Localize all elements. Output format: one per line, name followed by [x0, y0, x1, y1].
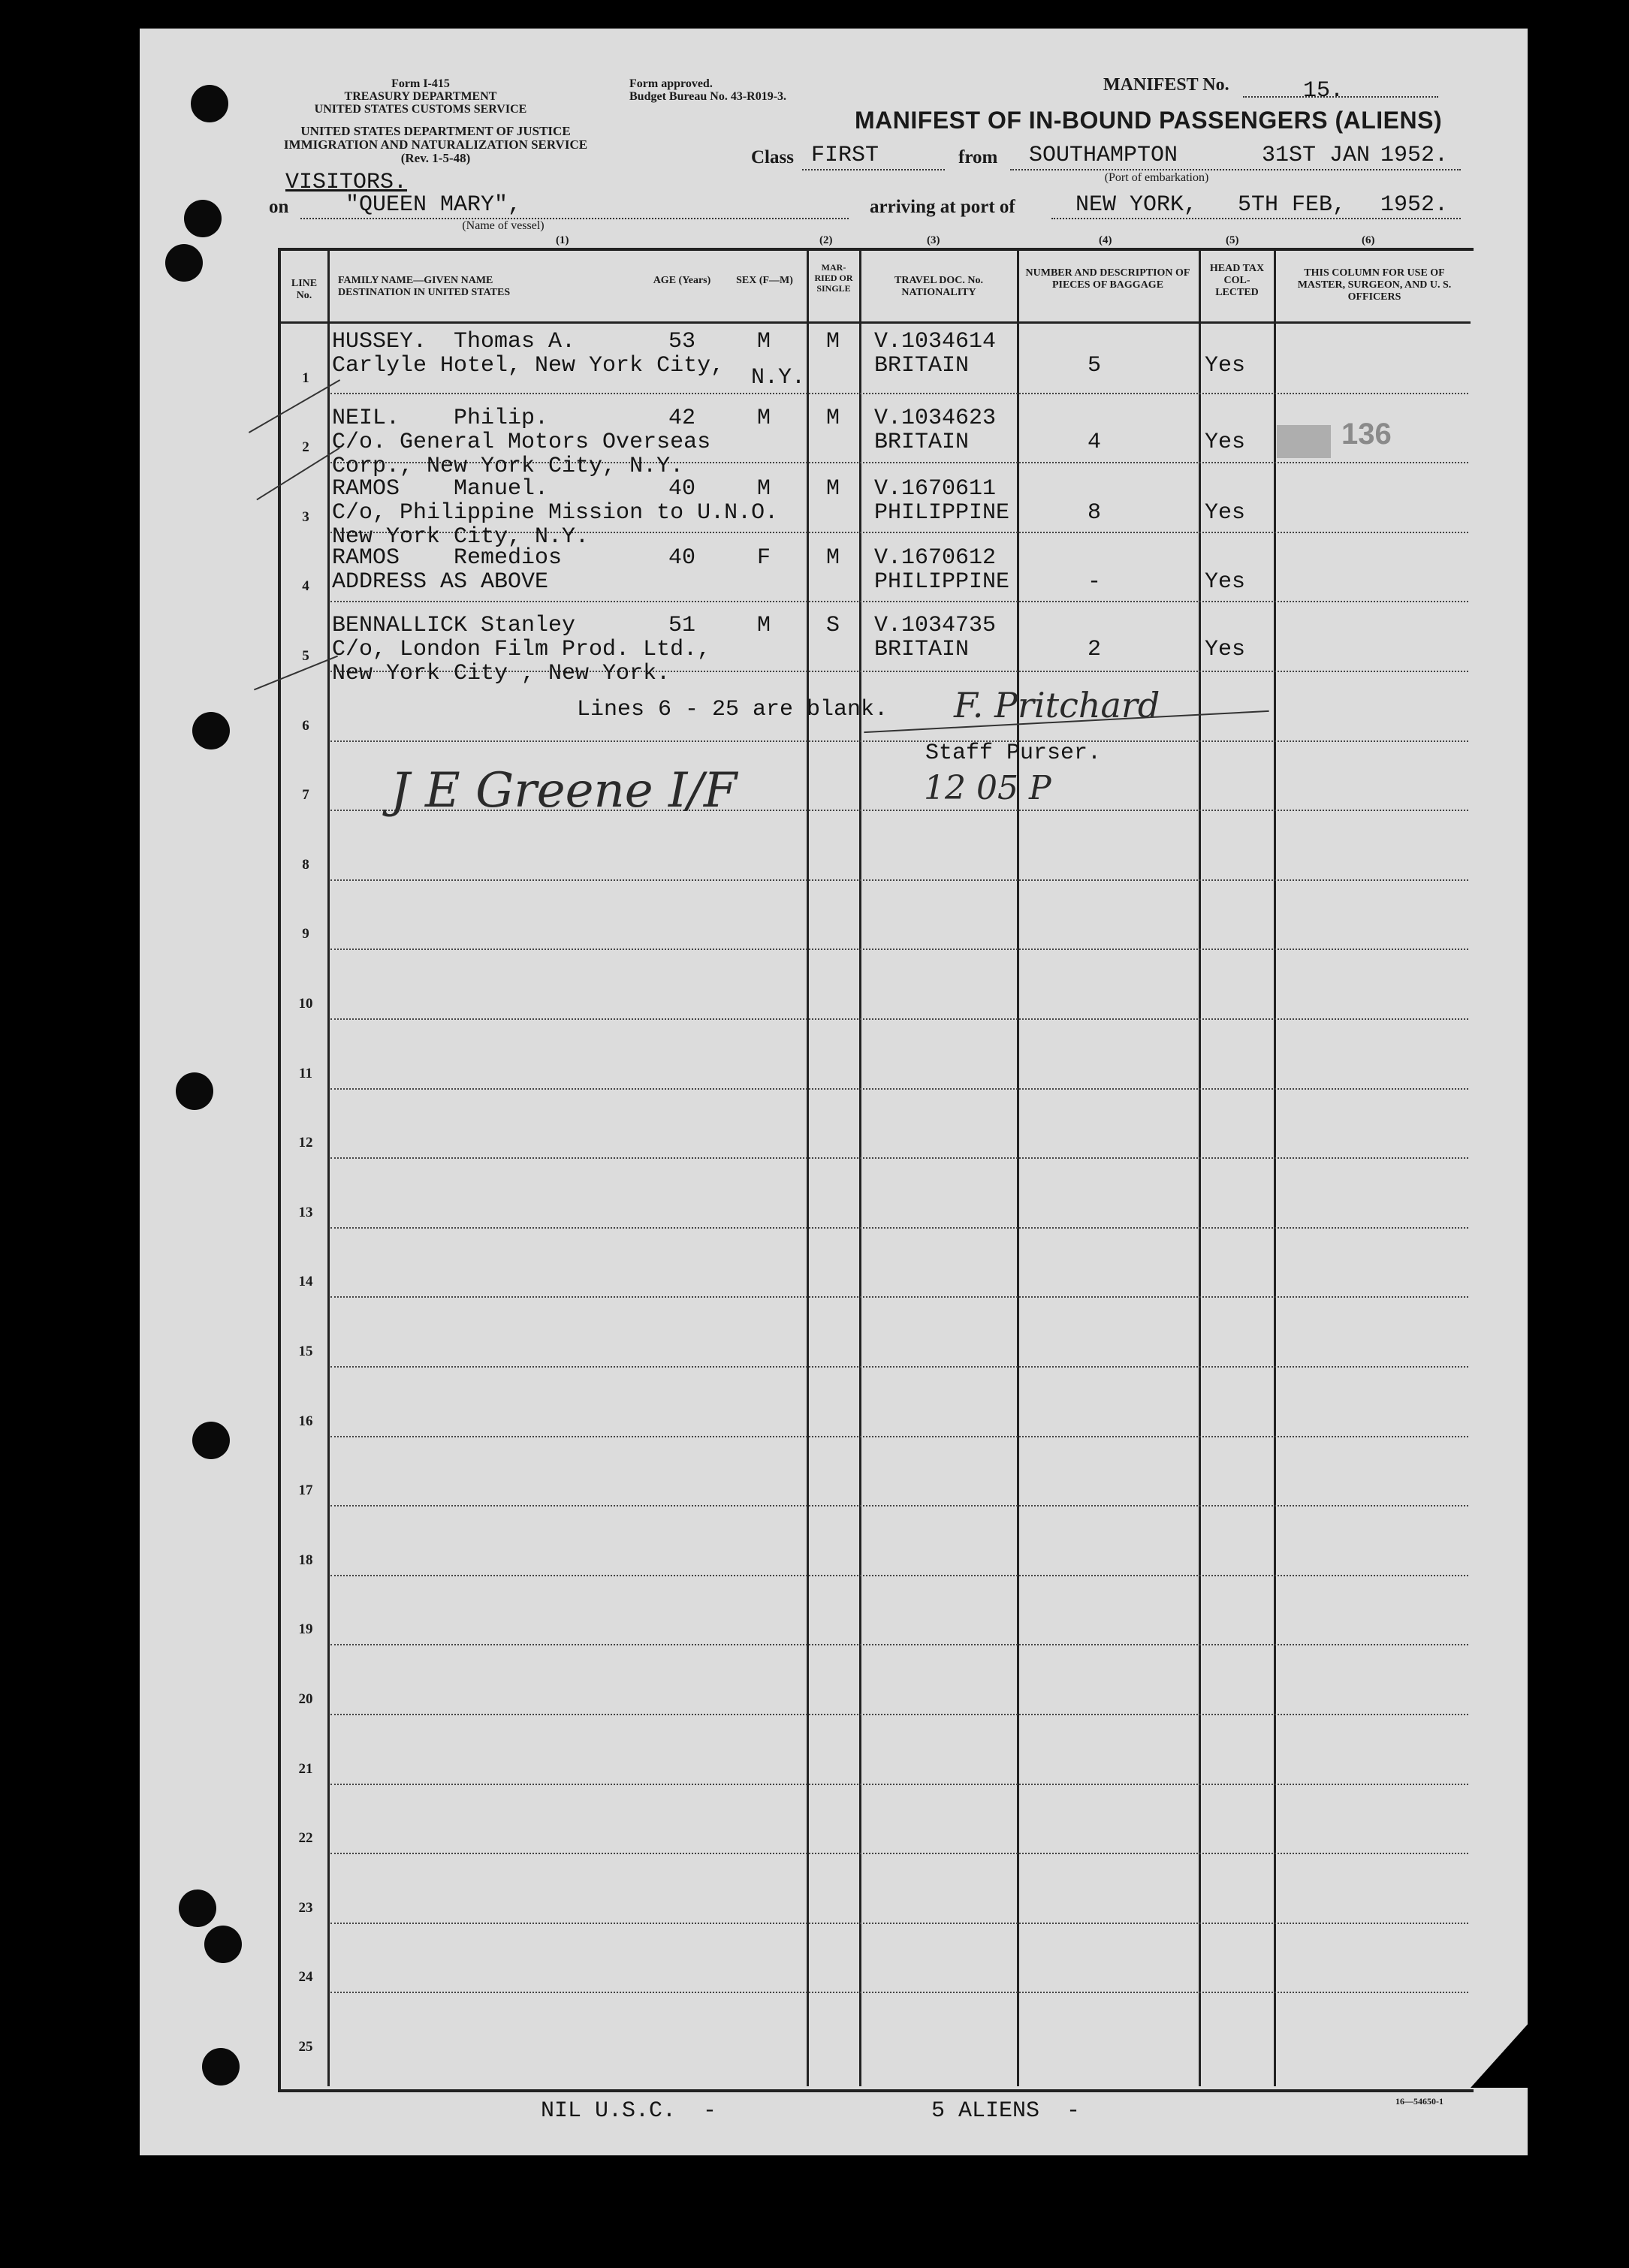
passenger-name: RAMOS Remedios — [332, 545, 563, 571]
arrival-port: NEW YORK, — [1075, 192, 1198, 218]
staff-purser-label: Staff Purser. — [925, 740, 1102, 766]
row-divider — [330, 1296, 1468, 1298]
visitors-note: VISITORS. — [285, 170, 408, 195]
header-head-tax: HEAD TAX COL- LECTED — [1209, 263, 1265, 299]
binder-hole — [204, 1926, 242, 1963]
footer-aliens: 5 ALIENS - — [931, 2098, 1081, 2124]
passenger-baggage: 4 — [1088, 430, 1102, 455]
passenger-head-tax: Yes — [1205, 430, 1246, 455]
justice-label: UNITED STATES DEPARTMENT OF JUSTICE — [300, 124, 571, 138]
binder-hole — [191, 85, 228, 122]
from-underline — [1010, 169, 1461, 170]
line-number: 17 — [298, 1482, 313, 1499]
line-number: 12 — [298, 1135, 313, 1151]
column-divider — [1199, 248, 1201, 2086]
line-number: 22 — [298, 1830, 313, 1847]
column-divider — [1274, 248, 1276, 2086]
header-married: MAR- RIED OR SINGLE — [814, 262, 853, 294]
line-number: 2 — [302, 439, 309, 456]
header-baggage: NUMBER AND DESCRIPTION OF PIECES OF BAGGAGE — [1025, 267, 1190, 291]
passenger-name: BENNALLICK Stanley — [332, 613, 576, 638]
arrival-year: 1952. — [1380, 192, 1449, 218]
manifest-number: 15. — [1303, 78, 1344, 104]
row-divider — [330, 740, 1468, 742]
line-number: 5 — [302, 648, 309, 664]
form-header-justice — [263, 125, 608, 165]
header-divider — [281, 321, 1471, 324]
passenger-sex: M — [757, 329, 771, 354]
row-divider — [330, 1088, 1468, 1090]
column-number-5: (5) — [1226, 234, 1239, 246]
passenger-head-tax: Yes — [1205, 569, 1246, 595]
passenger-travel-doc: V.1670611 — [874, 476, 997, 502]
passenger-head-tax: Yes — [1205, 637, 1246, 662]
row-divider — [330, 1992, 1468, 1993]
customs-label: UNITED STATES CUSTOMS SERVICE — [314, 102, 527, 116]
arriving-label: arriving at port of — [870, 197, 1015, 217]
blank-lines-note: Lines 6 - 25 are blank. — [577, 697, 888, 722]
line-number: 20 — [298, 1691, 313, 1707]
row-divider — [330, 1366, 1468, 1368]
line-number: 4 — [302, 578, 309, 595]
row-divider — [330, 1714, 1468, 1715]
binder-hole — [192, 1422, 230, 1459]
revision-label: (Rev. 1-5-48) — [400, 150, 471, 165]
header-officers-use: THIS COLUMN FOR USE OF MASTER, SURGEON, AND U. S. OFFICERS — [1297, 267, 1452, 303]
passenger-age: 42 — [668, 406, 696, 431]
vessel-caption: (Name of vessel) — [462, 219, 545, 232]
line-number: 6 — [302, 717, 309, 734]
line-number: 14 — [298, 1274, 313, 1290]
manifest-number-label: MANIFEST No. — [1103, 75, 1229, 95]
class-underline — [802, 169, 945, 170]
departure-date: 31ST JAN — [1262, 143, 1371, 168]
passenger-marital-status: S — [826, 613, 840, 638]
row-divider — [330, 1018, 1468, 1020]
column-divider — [327, 248, 330, 2086]
row-divider — [330, 1436, 1468, 1437]
row-divider — [330, 1227, 1468, 1229]
line-number: 15 — [298, 1344, 313, 1359]
passenger-destination-cont: New York City , New York. — [332, 661, 671, 686]
vessel-name: "QUEEN MARY", — [345, 192, 522, 218]
row-divider — [330, 1644, 1468, 1645]
departure-port: SOUTHAMPTON — [1029, 143, 1178, 168]
column-number-4: (4) — [1099, 234, 1112, 246]
passenger-nationality: BRITAIN — [874, 353, 970, 379]
stamp-mark — [1277, 425, 1331, 458]
passenger-age: 53 — [668, 329, 696, 354]
form-footer-number: 16—54650-1 — [1395, 2096, 1443, 2107]
binder-hole — [192, 712, 230, 749]
passenger-destination-cont: Corp., New York City, N.Y. — [332, 454, 684, 479]
row-divider — [330, 393, 1468, 394]
row-divider — [330, 1923, 1468, 1924]
passenger-destination-cont: New York City, N.Y. — [332, 524, 590, 550]
form-number: Form I-415 — [391, 77, 450, 90]
line-number: 9 — [302, 926, 309, 942]
arrival-underline — [1051, 218, 1461, 219]
class-value: FIRST — [811, 143, 879, 168]
line-number: 23 — [298, 1899, 313, 1916]
binder-hole — [165, 244, 203, 282]
column-number-2: (2) — [819, 234, 833, 246]
inspector-handwriting: J E Greene I/F — [391, 763, 738, 819]
row-divider — [330, 949, 1468, 950]
header-sex: SEX (F—M) — [736, 275, 793, 286]
arrival-date: 5TH FEB, — [1238, 192, 1347, 218]
header-name: FAMILY NAME—GIVEN NAME DESTINATION IN UNITED STATES — [338, 275, 511, 299]
passenger-travel-doc: V.1034614 — [874, 329, 997, 354]
passenger-travel-doc: V.1034623 — [874, 406, 997, 431]
column-number-1: (1) — [556, 234, 569, 246]
header-age: AGE (Years) — [653, 275, 711, 286]
passenger-age: 51 — [668, 613, 696, 638]
approved-label: Form approved. — [629, 77, 713, 90]
passenger-baggage: 8 — [1088, 500, 1102, 526]
on-label: on — [269, 197, 289, 217]
passenger-name: RAMOS Manuel. — [332, 476, 549, 502]
passenger-head-tax: Yes — [1205, 500, 1246, 526]
form-approval — [629, 78, 825, 104]
ins-label: IMMIGRATION AND NATURALIZATION SERVICE — [283, 137, 588, 152]
binder-hole — [179, 1889, 216, 1927]
binder-hole — [184, 200, 222, 237]
passenger-nationality: BRITAIN — [874, 430, 970, 455]
passenger-destination: ADDRESS AS ABOVE — [332, 569, 549, 595]
header-travel-doc: TRAVEL DOC. No. NATIONALITY — [894, 275, 983, 299]
passenger-destination: C/o. General Motors Overseas — [332, 430, 711, 455]
passenger-name: HUSSEY. Thomas A. — [332, 329, 576, 354]
passenger-marital-status: M — [826, 545, 840, 571]
stamp-number: 136 — [1341, 418, 1392, 451]
passenger-age: 40 — [668, 476, 696, 502]
passenger-sex: F — [757, 545, 771, 571]
passenger-destination: C/o, London Film Prod. Ltd., — [332, 637, 711, 662]
passenger-marital-status: M — [826, 476, 840, 502]
row-divider — [330, 1575, 1468, 1576]
passenger-baggage: 2 — [1088, 637, 1102, 662]
column-divider — [859, 248, 861, 2086]
line-number: 25 — [298, 2039, 313, 2055]
from-label: from — [958, 147, 998, 167]
line-number: 1 — [302, 369, 309, 386]
passenger-name: NEIL. Philip. — [332, 406, 549, 431]
passenger-age: 40 — [668, 545, 696, 571]
line-number: 7 — [302, 787, 309, 804]
passenger-nationality: PHILIPPINE — [874, 569, 1010, 595]
row-divider — [330, 1784, 1468, 1785]
row-divider — [330, 601, 1468, 602]
line-number: 8 — [302, 856, 309, 873]
passenger-destination: C/o, Philippine Mission to U.N.O. — [332, 500, 779, 526]
line-number: 24 — [298, 1969, 313, 1986]
treasury-label: TREASURY DEPARTMENT — [344, 89, 497, 103]
passenger-sex: M — [757, 476, 771, 502]
passenger-travel-doc: V.1034735 — [874, 613, 997, 638]
line-number: 18 — [298, 1552, 313, 1568]
departure-year: 1952. — [1380, 143, 1449, 168]
passenger-travel-doc: V.1670612 — [874, 545, 997, 571]
handwritten-time: 12 05 P — [924, 769, 1051, 807]
form-header-left — [263, 78, 578, 116]
line-number: 11 — [299, 1065, 312, 1081]
line-number: 16 — [298, 1413, 313, 1429]
header-line-no: LINE No. — [291, 278, 318, 302]
passenger-destination-cont: N.Y. — [751, 365, 806, 391]
line-number: 3 — [302, 508, 309, 525]
passenger-nationality: BRITAIN — [874, 637, 970, 662]
column-divider — [1017, 248, 1019, 2086]
line-number: 10 — [298, 996, 313, 1012]
column-number-3: (3) — [927, 234, 940, 246]
vessel-underline — [300, 218, 849, 219]
class-label: Class — [751, 147, 794, 167]
passenger-marital-status: M — [826, 329, 840, 354]
passenger-sex: M — [757, 406, 771, 431]
line-number: 19 — [298, 1621, 313, 1638]
row-divider — [330, 1505, 1468, 1506]
passenger-baggage: - — [1088, 569, 1102, 595]
row-divider — [330, 1853, 1468, 1854]
row-divider — [330, 879, 1468, 881]
port-of-embarkation-caption: (Port of embarkation) — [1104, 171, 1209, 184]
binder-hole — [202, 2048, 240, 2086]
budget-label: Budget Bureau No. 43-R019-3. — [629, 89, 787, 103]
binder-hole — [176, 1072, 213, 1110]
passenger-marital-status: M — [826, 406, 840, 431]
row-divider — [330, 1157, 1468, 1159]
column-divider — [807, 248, 809, 2086]
passenger-nationality: PHILIPPINE — [874, 500, 1010, 526]
manifest-title: MANIFEST OF IN-BOUND PASSENGERS (ALIENS) — [855, 107, 1443, 134]
footer-usc: NIL U.S.C. - — [541, 2098, 717, 2124]
purser-signature: F. Pritchard — [954, 685, 1160, 725]
column-number-6: (6) — [1362, 234, 1375, 246]
line-number: 13 — [298, 1204, 313, 1220]
passenger-baggage: 5 — [1088, 353, 1102, 379]
passenger-destination: Carlyle Hotel, New York City, — [332, 353, 725, 379]
line-number: 21 — [298, 1760, 313, 1777]
passenger-head-tax: Yes — [1205, 353, 1246, 379]
passenger-sex: M — [757, 613, 771, 638]
